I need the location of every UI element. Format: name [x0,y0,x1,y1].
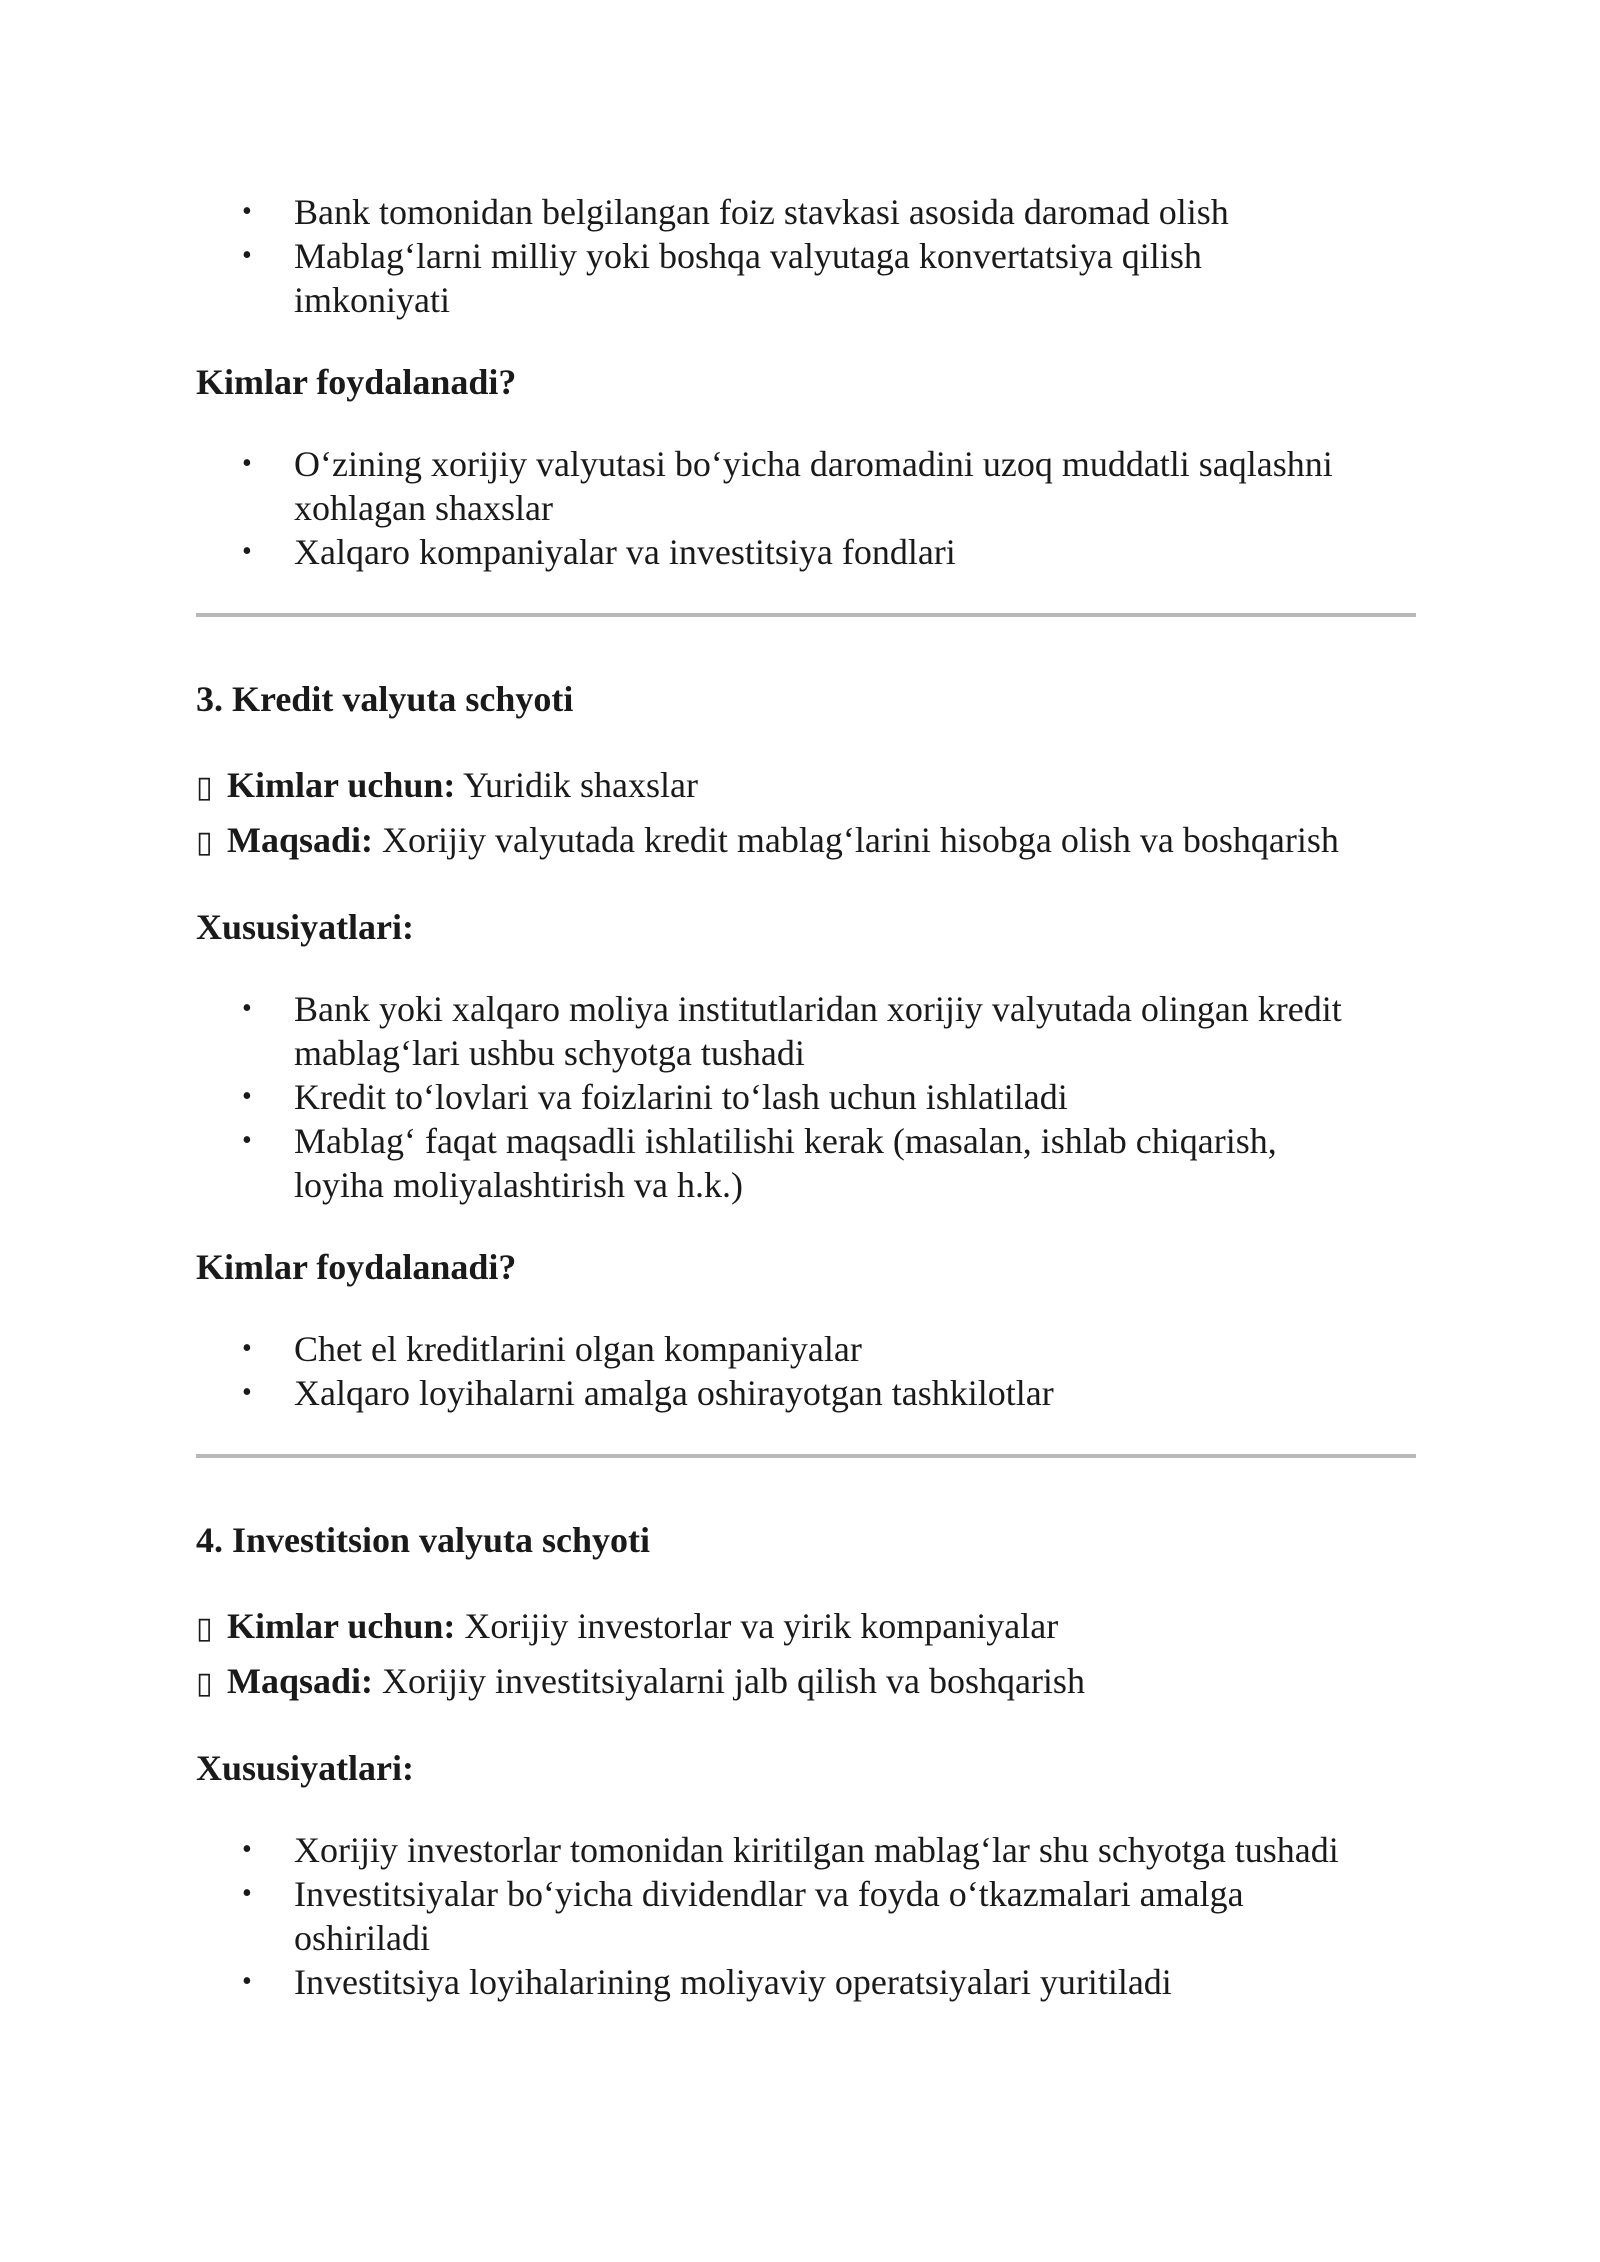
for-whom-label: Kimlar uchun: [227,765,456,805]
features-list [196,1828,1416,2004]
bullet-icon: • [242,1081,252,1112]
features-heading: Xususiyatlari: [196,1748,415,1788]
placeholder-glyph-icon: ▯ [196,1611,213,1646]
placeholder-glyph-icon: ▯ [196,1666,213,1701]
section-title: 4. Investitsion valyuta schyoti [196,1520,651,1560]
purpose-line [196,818,1416,865]
list-item: • Mablag‘ faqat maqsadli ishlatilishi kerak (masalan, ishlab chiqarish, loyiha moliyalashtirish va h.k.) [242,1121,1277,1205]
who-uses-list [196,1327,1416,1415]
bullet-icon: • [242,1125,252,1156]
document-page [196,190,1416,2004]
bullet-icon: • [242,536,252,567]
who-uses-list [196,442,1416,574]
bullet-icon: • [242,196,252,227]
for-whom-line [196,763,1416,810]
list-item: • Bank tomonidan belgilangan foiz stavkasi asosida daromad olish [242,192,1229,232]
purpose-value: Xorijiy valyutada kredit mablag‘larini hisobga olish va boshqarish [382,820,1339,860]
features-heading: Xususiyatlari: [196,907,415,947]
list-item: • Investitsiyalar bo‘yicha dividendlar va foyda o‘tkazmalari amalga oshiriladi [242,1874,1244,1958]
who-uses-heading: Kimlar foydalanadi? [196,1247,517,1287]
purpose-label: Maqsadi: [227,820,374,860]
placeholder-glyph-icon: ▯ [196,825,213,860]
section-title: 3. Kredit valyuta schyoti [196,679,574,719]
section-divider [196,1454,1416,1458]
placeholder-glyph-icon: ▯ [196,770,213,805]
purpose-value: Xorijiy investitsiyalarni jalb qilish va boshqarish [382,1661,1085,1701]
features-list [196,987,1416,1207]
bullet-icon: • [242,1878,252,1909]
bullet-icon: • [242,448,252,479]
list-item: • Investitsiya loyihalarining moliyaviy operatsiyalari yuritiladi [242,1962,1172,2002]
top-bullet-list [196,190,1296,322]
for-whom-line [196,1604,1416,1651]
bullet-icon: • [242,993,252,1024]
list-item: • Mablag‘larni milliy yoki boshqa valyutaga konvertatsiya qilish imkoniyati [242,236,1202,320]
who-uses-heading: Kimlar foydalanadi? [196,362,517,402]
for-whom-label: Kimlar uchun: [227,1606,456,1646]
bullet-icon: • [242,1966,252,1997]
list-item: • Xalqaro loyihalarni amalga oshirayotgan tashkilotlar [242,1373,1054,1413]
for-whom-value: Yuridik shaxslar [463,765,699,805]
list-item: • O‘zining xorijiy valyutasi bo‘yicha daromadini uzoq muddatli saqlashni xohlagan shaxslar [242,444,1333,528]
bullet-icon: • [242,1834,252,1865]
bullet-icon: • [242,1333,252,1364]
list-item: • Chet el kreditlarini olgan kompaniyalar [242,1329,862,1369]
list-item: • Kredit to‘lovlari va foizlarini to‘lash uchun ishlatiladi [242,1077,1068,1117]
purpose-label: Maqsadi: [227,1661,374,1701]
purpose-line [196,1659,1416,1706]
bullet-icon: • [242,240,252,271]
bullet-icon: • [242,1377,252,1408]
list-item: • Bank yoki xalqaro moliya institutlaridan xorijiy valyutada olingan kredit mablag‘lari ushbu schyotga tushadi [242,989,1342,1073]
section-divider [196,613,1416,617]
list-item: • Xorijiy investorlar tomonidan kiritilgan mablag‘lar shu schyotga tushadi [242,1830,1339,1870]
list-item: • Xalqaro kompaniyalar va investitsiya fondlari [242,532,956,572]
for-whom-value: Xorijiy investorlar va yirik kompaniyalar [464,1606,1059,1646]
